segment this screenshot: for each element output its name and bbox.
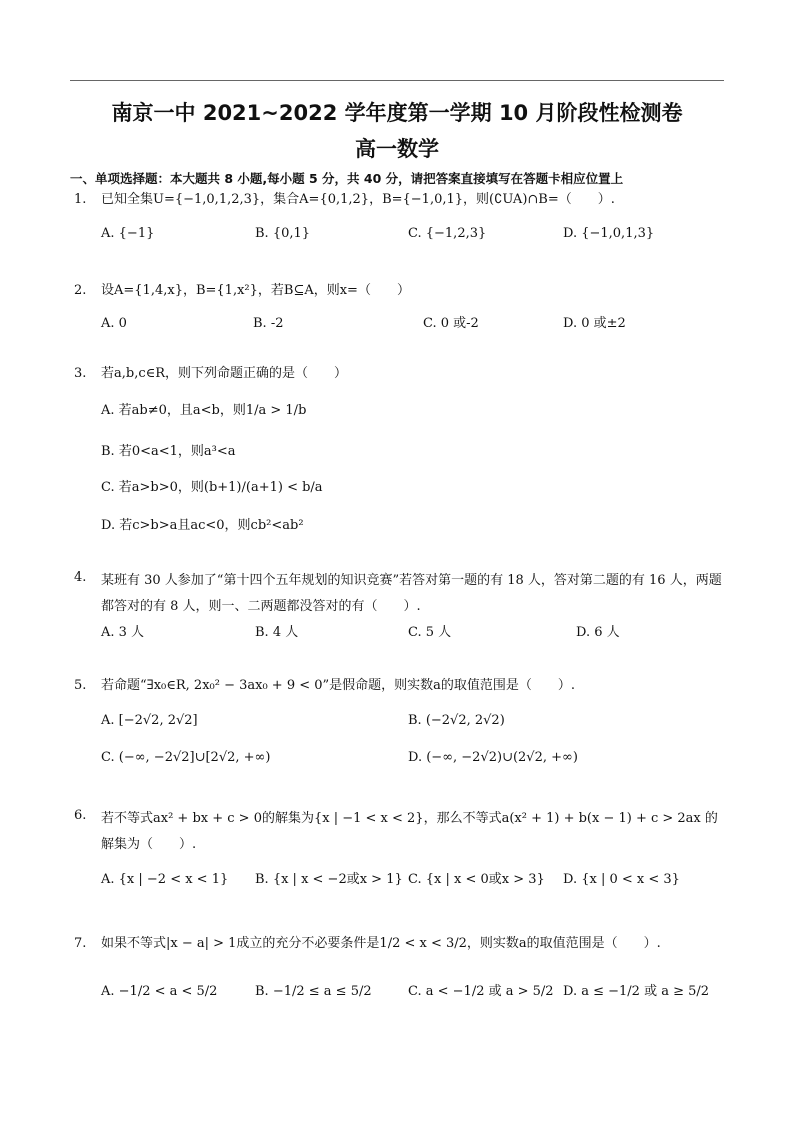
section-heading: 一、单项选择题：本大题共 8 小题,每小题 5 分，共 40 分，请把答案直接填写在答题卡相应位置上 — [70, 171, 624, 186]
question-stem: 如果不等式|x − a| > 1成立的充分不必要条件是1/2 < x < 3/2，则实数a的取值范围是（ ）. — [101, 936, 661, 951]
option-a: A. −1/2 < a < 5/2 — [101, 984, 218, 999]
option-c: C. a < −1/2 或 a > 5/2 — [408, 984, 554, 999]
exam-title: 南京一中 2021~2022 学年度第一学期 10 月阶段性检测卷 — [111, 101, 683, 125]
header-rule — [70, 80, 724, 81]
option-c: C. 0 或-2 — [423, 316, 479, 331]
question-number: 1. — [74, 192, 87, 207]
question-stem: 若不等式ax² + bx + c > 0的解集为{x | −1 < x < 2}，那么不等式a(x² + 1) + b(x − 1) + c > 2ax 的解集为（ ）. — [101, 811, 718, 852]
option-a: A. 0 — [101, 316, 127, 331]
option-b: B. 4 人 — [255, 625, 299, 640]
option-a: A. 3 人 — [101, 625, 145, 640]
question-stem: 设A={1,4,x}，B={1,x²}，若B⊆A，则x=（ ） — [101, 283, 410, 298]
option-d: D. 0 或±2 — [563, 316, 626, 331]
question-stem: 已知全集U={−1,0,1,2,3}，集合A={0,1,2}，B={−1,0,1}，则(∁UA)∩B=（ ）. — [101, 192, 615, 207]
option-b: B. −1/2 ≤ a ≤ 5/2 — [255, 984, 372, 999]
question-number: 7. — [74, 936, 87, 951]
option-c: C. (−∞, −2√2]∪[2√2, +∞) — [101, 750, 271, 765]
option-d: D. {−1,0,1,3} — [563, 226, 655, 241]
question-number: 2. — [74, 283, 87, 298]
option-a: A. {−1} — [101, 226, 155, 241]
option-b: B. {x | x < −2或x > 1} — [255, 872, 403, 887]
question-number: 5. — [74, 678, 87, 693]
question-stem: 某班有 30 人参加了“第十四个五年规划的知识竞赛”若答对第一题的有 18 人，答对第二题的有 16 人，两题都答对的有 8 人，则一、二两题都没答对的有（ ）. — [101, 573, 722, 614]
question-number: 3. — [74, 366, 87, 381]
option-c: C. 5 人 — [408, 625, 452, 640]
option-d: D. 若c>b>a且ac<0，则cb²<ab² — [101, 518, 304, 533]
option-c: C. {x | x < 0或x > 3} — [408, 872, 545, 887]
option-b: B. {0,1} — [255, 226, 311, 241]
option-d: D. 6 人 — [576, 625, 620, 640]
option-d: D. {x | 0 < x < 3} — [563, 872, 680, 887]
option-b: B. -2 — [253, 316, 284, 331]
question-stem: 若a,b,c∈R，则下列命题正确的是（ ） — [101, 366, 348, 381]
option-a: A. {x | −2 < x < 1} — [101, 872, 229, 887]
question-number: 6. — [74, 808, 87, 823]
question-stem: 若命题“∃x₀∈R, 2x₀² − 3ax₀ + 9 < 0”是假命题，则实数a的取值范围是（ ）. — [101, 678, 576, 693]
option-b: B. (−2√2, 2√2) — [408, 713, 505, 728]
exam-subtitle: 高一数学 — [355, 137, 439, 161]
option-c: C. {−1,2,3} — [408, 226, 487, 241]
question-number: 4. — [74, 570, 87, 585]
option-d: D. a ≤ −1/2 或 a ≥ 5/2 — [563, 984, 710, 999]
option-b: B. 若0<a<1，则a³<a — [101, 444, 236, 459]
option-d: D. (−∞, −2√2)∪(2√2, +∞) — [408, 750, 578, 765]
option-a: A. 若ab≠0，且a<b，则1/a > 1/b — [101, 403, 307, 418]
option-c: C. 若a>b>0，则(b+1)/(a+1) < b/a — [101, 480, 323, 495]
option-a: A. [−2√2, 2√2] — [101, 713, 198, 728]
